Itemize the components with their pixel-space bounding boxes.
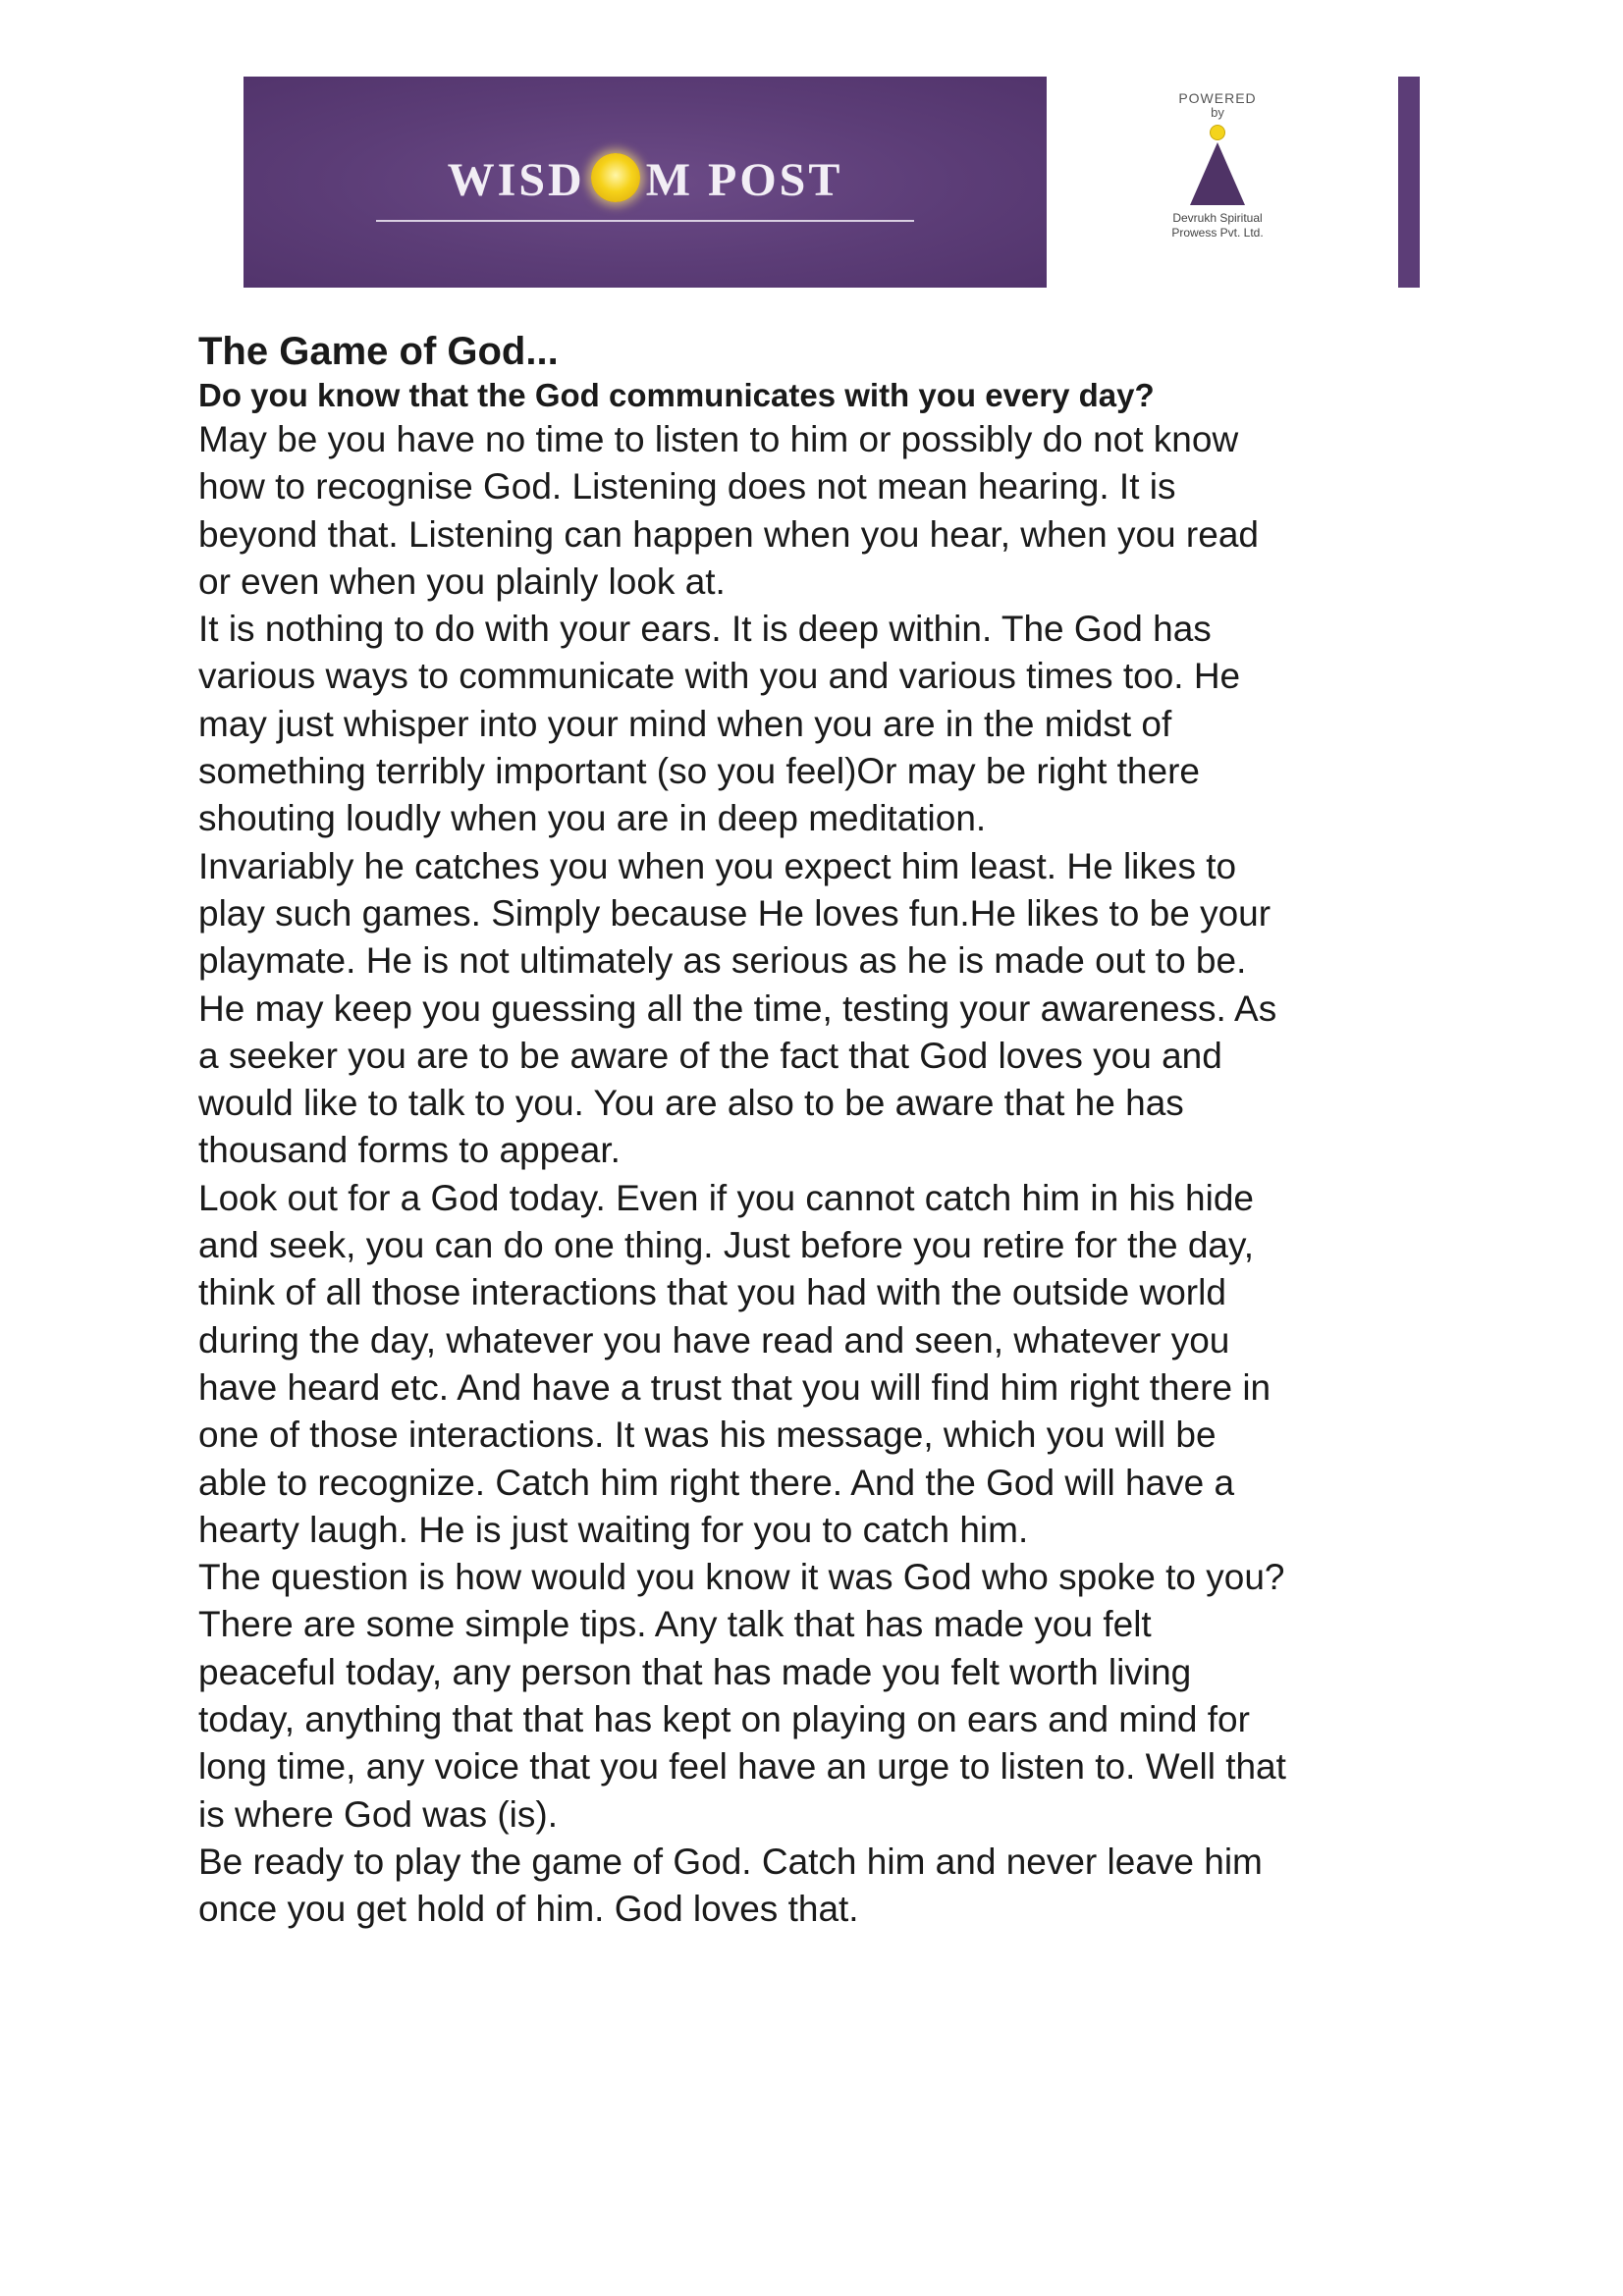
dot-icon (1210, 125, 1225, 140)
logo-text-left: WISD (447, 153, 585, 206)
wisdom-post-banner (243, 77, 1047, 288)
logo-underline (376, 220, 914, 222)
paragraph-4: Look out for a God today. Even if you cannot catch him in his hide and seek, you can do one thing. Just before you retire for the day, think of all those interactions that you had with the outside world during the day, whatever you have read and seen, whatever you have heard etc. And have a trust that you will find him right there in one of those interactions. It was his message, which you will be able to recognize. Catch him right there. And the God will have a hearty laugh. He is just waiting for you to catch him. (198, 1177, 1271, 1550)
powered-by-label: by (1211, 105, 1224, 120)
article (198, 328, 1475, 1934)
paragraph-6: Be ready to play the game of God. Catch him and never leave him once you get hold of him. God loves that. (198, 1841, 1263, 1930)
logo-wordmark (243, 145, 1047, 214)
sun-icon (591, 153, 640, 202)
article-title: The Game of God... (198, 330, 559, 373)
triangle-icon (1190, 142, 1245, 205)
company-name-line1: Devrukh Spiritual (1172, 211, 1263, 225)
banner-side-bar (1398, 77, 1420, 288)
paragraph-3: Invariably he catches you when you expect him least. He likes to play such games. Simply because He loves fun.He likes to be your playmate. He is not ultimately as serious as he is made out to be. He may keep you guessing all the time, testing your awareness. As a seeker you are to be aware of the fact that God loves you and would like to talk to you. You are also to be aware that he has thousand forms to appear. (198, 845, 1277, 1171)
paragraph-5: The question is how would you know it was God who spoke to you? There are some simple tips. Any talk that has made you felt peaceful today, any person that has made you felt worth living today, anything that that has kept on playing on ears and mind for long time, any voice that you feel have an urge to listen to. Well that is where God was (is). (198, 1557, 1286, 1835)
paragraph-2: It is nothing to do with your ears. It is deep within. The God has various ways to communicate with you and various times too. He may just whisper into your mind when you are in the midst of something terribly important (so you feel)Or may be right there shouting loudly when you are in deep meditation. (198, 609, 1241, 839)
powered-by-block (1090, 90, 1345, 277)
logo-text-right: M POST (645, 153, 843, 206)
powered-label: POWERED (1178, 90, 1257, 106)
company-name-line2: Prowess Pvt. Ltd. (1171, 226, 1264, 240)
article-subtitle: Do you know that the God communicates with you every day? (198, 377, 1155, 413)
paragraph-1: May be you have no time to listen to him or possibly do not know how to recognise God. Listening does not mean hearing. It is beyond that. Listening can happen when you hear, when you read or even when you plainly look at. (198, 419, 1259, 602)
